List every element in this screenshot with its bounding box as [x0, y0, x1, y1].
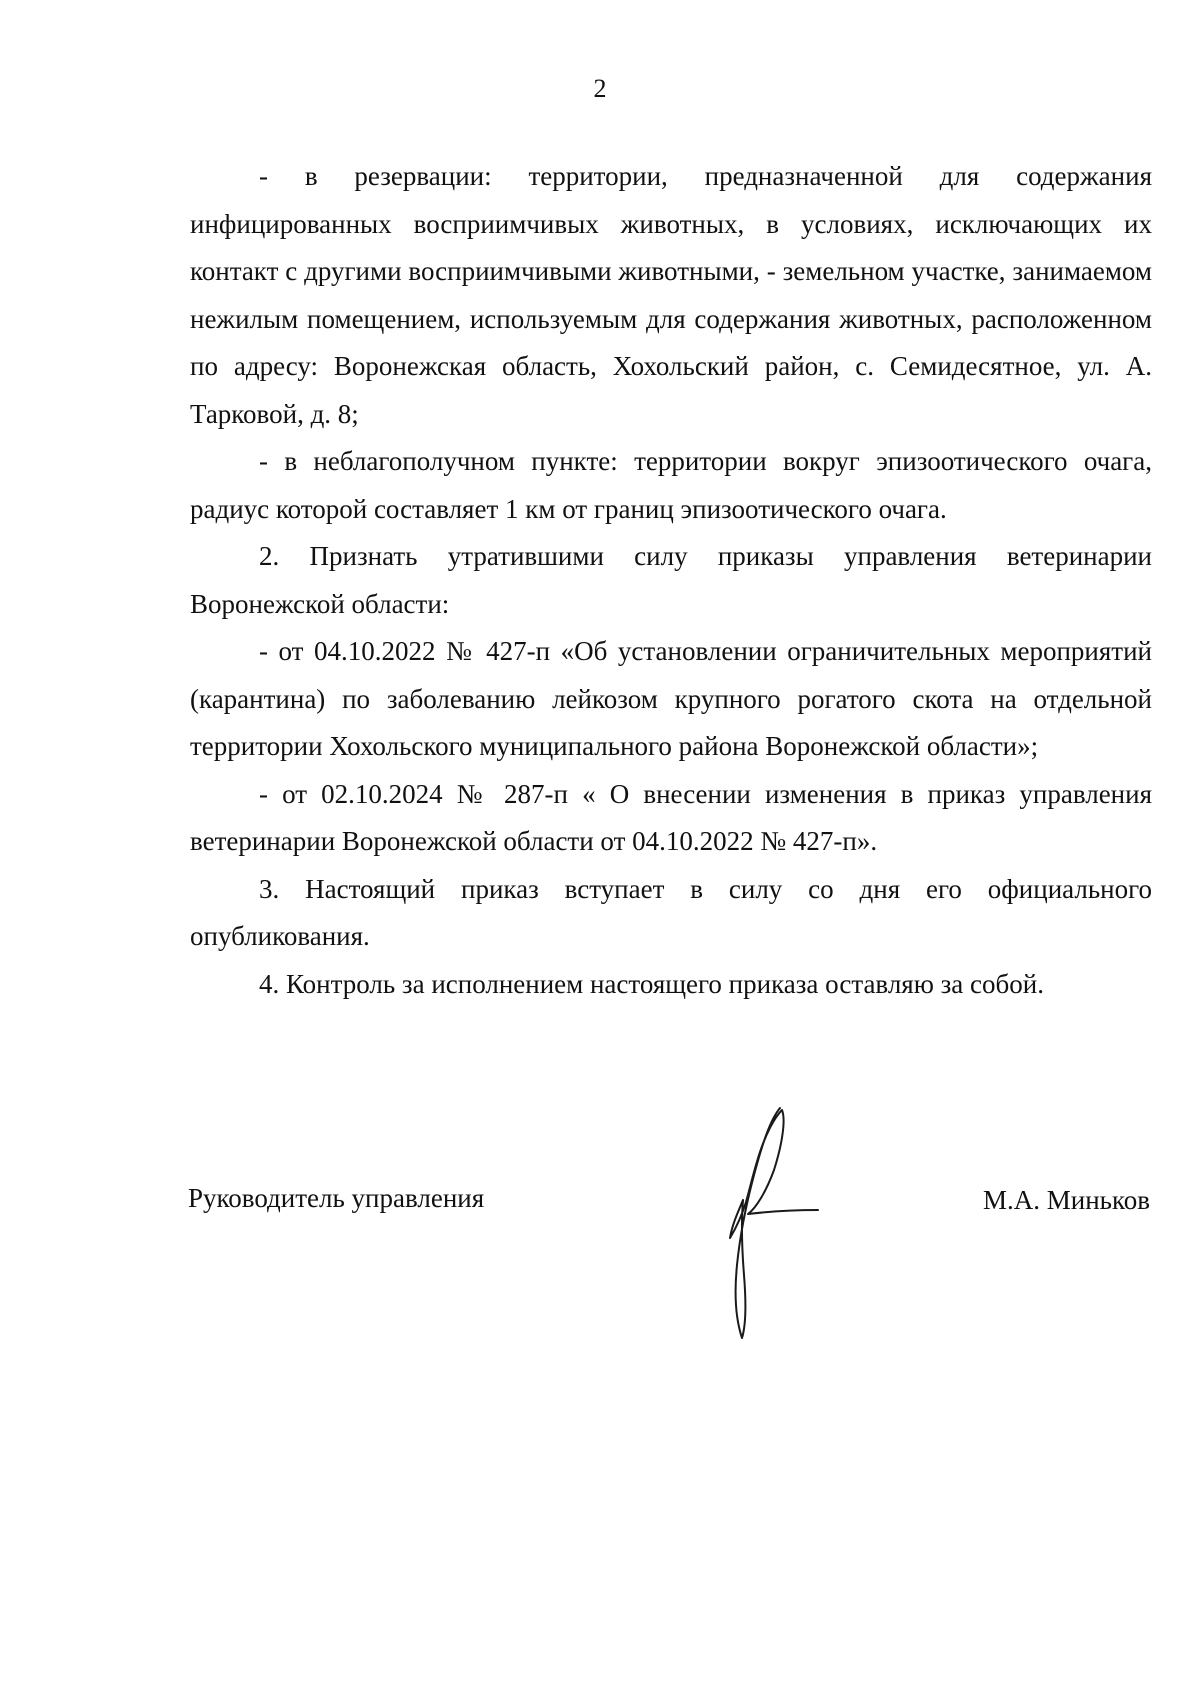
- page-number: 2: [593, 74, 607, 103]
- paragraph-item-4: 4. Контроль за исполнением настоящего приказа оставляю за собой.: [259, 968, 1044, 999]
- signer-name: М.А. Миньков: [983, 1185, 1150, 1215]
- signer-position: Руководитель управления: [188, 1183, 485, 1213]
- paragraph-reservation: - в резервации: территории, предназначенной для содержания инфицированных восприимчивых животных, в условиях, исключающих их контакт с другими восприимчивыми животными, - земельном участке, занимаемом нежилым помещением, используемым для содержания животных, расположенном по адресу: Воронежская область, Хохольский район, с. Семидесятное, ул. А. Тарковой, д. 8;: [190, 161, 1152, 429]
- handwritten-signature: [710, 1100, 830, 1345]
- paragraph-order-287: - от 02.10.2024 № 287-п « О внесении изменения в приказ управления ветеринарии Воронежской области от 04.10.2022 № 427-п».: [190, 778, 1152, 856]
- paragraph-order-427: - от 04.10.2022 № 427-п «Об установлении ограничительных мероприятий (карантина) по заболеванию лейкозом крупного рогатого скота на отдельной территории Хохольского муниципального района Воронежской области»;: [190, 636, 1152, 761]
- paragraph-unfavorable-point: - в неблагополучном пункте: территории вокруг эпизоотического очага, радиус которой составляет 1 км от границ эпизоотического очага.: [190, 446, 1152, 524]
- document-body: [190, 153, 1152, 1008]
- paragraph-item-3: 3. Настоящий приказ вступает в силу со дня его официального опубликования.: [190, 873, 1152, 951]
- paragraph-item-2: 2. Признать утратившими силу приказы управления ветеринарии Воронежской области:: [190, 541, 1152, 619]
